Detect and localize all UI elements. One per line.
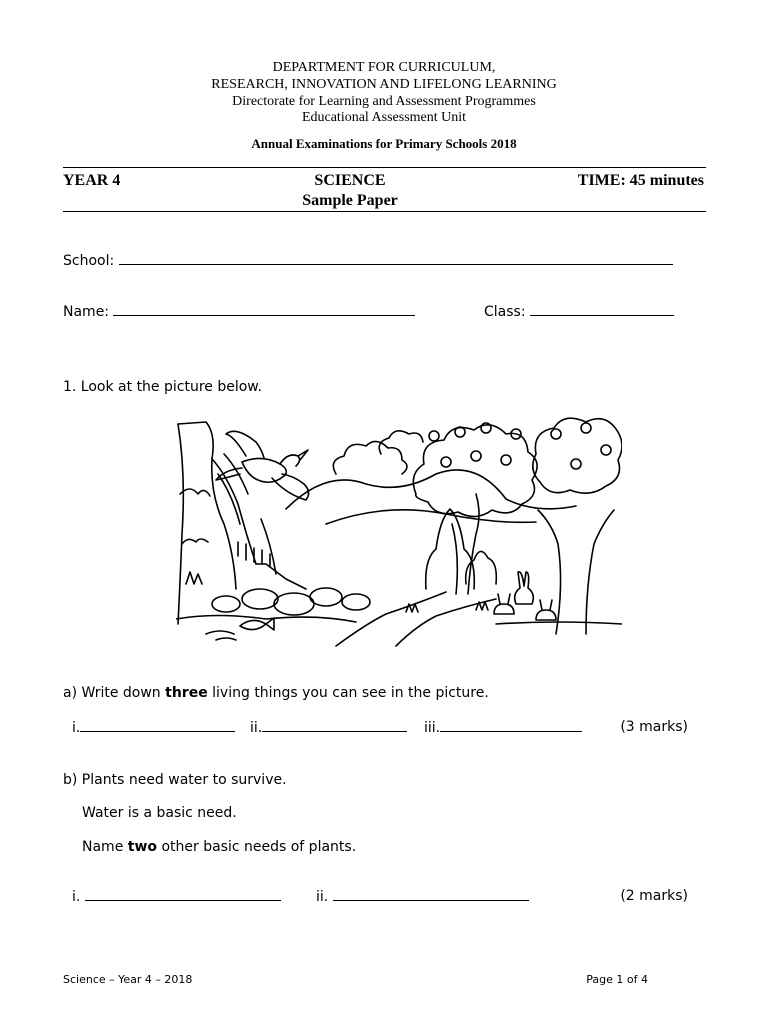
exam-title: Annual Examinations for Primary Schools 2018 bbox=[251, 136, 517, 151]
answer-1b-i-line[interactable] bbox=[85, 888, 281, 901]
name-input-line[interactable] bbox=[113, 303, 415, 316]
paper-type-label: Sample Paper bbox=[302, 192, 398, 209]
question-1a-text-before: a) Write down bbox=[63, 685, 166, 701]
dept-line-1: DEPARTMENT FOR CURRICULUM, bbox=[272, 60, 496, 75]
class-field-row bbox=[484, 303, 674, 320]
tree-canopy-right bbox=[533, 418, 622, 493]
grass-left bbox=[186, 572, 202, 584]
mountain-outline bbox=[286, 470, 576, 509]
subject-label: SCIENCE bbox=[314, 172, 386, 189]
question-1a-text bbox=[63, 685, 489, 701]
answer-1b-ii-row bbox=[316, 888, 529, 905]
bird-body bbox=[242, 458, 286, 482]
ground-line bbox=[496, 622, 622, 624]
answer-1a-iii-label: iii. bbox=[424, 720, 441, 736]
class-input-line[interactable] bbox=[530, 303, 674, 316]
rock-4 bbox=[342, 594, 370, 610]
bird-wing-top bbox=[226, 431, 264, 458]
waterfall-lower bbox=[256, 564, 306, 589]
answer-1a-iii-line[interactable] bbox=[440, 719, 582, 732]
footer-page-number: Page 1 of 4 bbox=[586, 973, 648, 986]
blossom bbox=[501, 455, 511, 465]
question-1b-line-3-after: other basic needs of plants. bbox=[157, 839, 357, 855]
question-1b-marks: (2 marks) bbox=[620, 888, 688, 904]
answer-1a-ii-line[interactable] bbox=[262, 719, 407, 732]
answer-1a-ii-row bbox=[250, 719, 407, 736]
rock-3 bbox=[310, 588, 342, 606]
blossom bbox=[429, 431, 439, 441]
school-field-row bbox=[63, 252, 673, 269]
hill-outline bbox=[326, 510, 536, 524]
rock-1 bbox=[242, 589, 278, 609]
footer-left: Science – Year 4 – 2018 bbox=[63, 973, 193, 986]
blossom bbox=[571, 459, 581, 469]
blossom bbox=[471, 451, 481, 461]
question-1b-line-3-before: Name bbox=[82, 839, 128, 855]
name-label: Name: bbox=[63, 304, 110, 320]
answer-1b-i-row bbox=[72, 888, 281, 905]
bird-wing-bottom bbox=[272, 474, 309, 500]
question-1-prompt: 1. Look at the picture below. bbox=[63, 379, 262, 395]
bush-middle bbox=[426, 509, 475, 589]
cliff-left bbox=[178, 422, 236, 589]
bush-left-1 bbox=[180, 489, 210, 496]
rabbit-1 bbox=[515, 572, 534, 604]
blossom bbox=[601, 445, 611, 455]
water-ripple bbox=[206, 631, 236, 640]
answer-1b-i-label: i. bbox=[72, 889, 81, 905]
rock-2 bbox=[274, 593, 314, 615]
top-rule bbox=[63, 167, 706, 168]
question-1a-marks: (3 marks) bbox=[620, 719, 688, 735]
directorate-line: Directorate for Learning and Assessment Programmes bbox=[232, 94, 536, 109]
question-1b-emphasis: two bbox=[127, 839, 158, 855]
blossom bbox=[551, 429, 561, 439]
pond-outline bbox=[176, 616, 356, 623]
answer-1a-iii-row bbox=[424, 719, 582, 736]
unit-line: Educational Assessment Unit bbox=[301, 110, 467, 125]
class-label: Class: bbox=[484, 304, 526, 320]
waterfall-stream-3 bbox=[224, 454, 248, 494]
blossom bbox=[441, 457, 451, 467]
answer-1a-i-line[interactable] bbox=[80, 719, 235, 732]
dept-line-2: RESEARCH, INNOVATION AND LIFELONG LEARNING bbox=[211, 77, 557, 92]
question-1b-line-3 bbox=[82, 839, 356, 855]
question-1b-line-1: b) Plants need water to survive. bbox=[63, 772, 287, 788]
cloud-outline-2 bbox=[379, 431, 423, 454]
answer-1a-i-label: i. bbox=[72, 720, 81, 736]
answer-1b-ii-line[interactable] bbox=[333, 888, 529, 901]
answer-1a-ii-label: ii. bbox=[250, 720, 263, 736]
bird-head bbox=[280, 455, 300, 466]
name-field-row bbox=[63, 303, 415, 320]
fish-outline bbox=[240, 618, 274, 630]
question-1a-emphasis: three bbox=[165, 685, 208, 701]
year-label: YEAR 4 bbox=[63, 172, 121, 189]
cloud-outline bbox=[333, 441, 407, 474]
nature-scene-illustration bbox=[176, 414, 622, 648]
bottom-rule bbox=[63, 211, 706, 212]
rabbit-3 bbox=[536, 600, 556, 620]
school-input-line[interactable] bbox=[119, 252, 673, 265]
school-label: School: bbox=[63, 253, 115, 269]
rabbit-2 bbox=[494, 594, 514, 614]
rock-5 bbox=[212, 596, 240, 612]
answer-1a-i-row bbox=[72, 719, 235, 736]
bush-left-2 bbox=[182, 539, 208, 544]
question-1a-text-after: living things you can see in the picture. bbox=[207, 685, 489, 701]
tree-trunk-right bbox=[538, 510, 614, 634]
answer-1b-ii-label: ii. bbox=[316, 889, 329, 905]
blossom bbox=[581, 423, 591, 433]
cliff-rock bbox=[178, 424, 183, 624]
question-1b-line-2: Water is a basic need. bbox=[82, 805, 237, 821]
water-lines bbox=[238, 542, 270, 566]
blossom bbox=[455, 427, 465, 437]
time-label: TIME: 45 minutes bbox=[577, 172, 704, 189]
